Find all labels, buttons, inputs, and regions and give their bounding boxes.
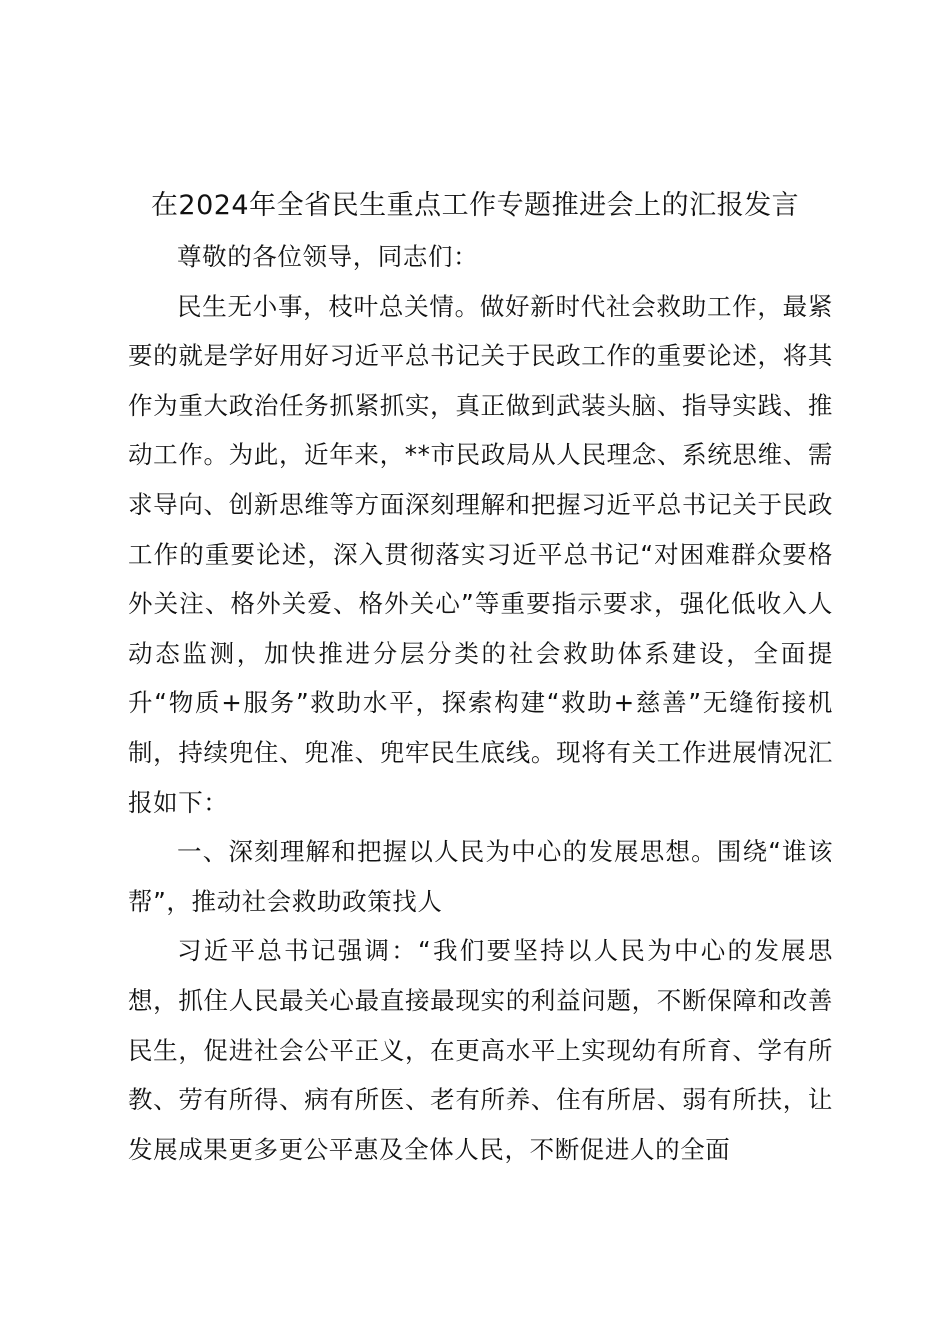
- paragraph-intro: 民生无小事，枝叶总关情。做好新时代社会救助工作，最紧要的就是学好用好习近平总书记关于民政工作的重要论述，将其作为重大政治任务抓紧抓实，真正做到武装头脑、指导实践、推动工作。为此，近年来，**市民政局从人民理念、系统思维、需求导向、创新思维等方面深刻理解和把握习近平总书记关于民政工作的重要论述，深入贯彻落实习近平总书记“对困难群众要格外关注、格外关爱、格外关心”等重要指示要求，强化低收入人动态监测，加快推进分层分类的社会救助体系建设，全面提升“物质+服务”救助水平，探索构建“救助+慈善”无缝衔接机制，持续兜住、兜准、兜牢民生底线。现将有关工作进展情况汇报如下：: [128, 291, 833, 817]
- section-heading-1: 一、深刻理解和把握以人民为中心的发展思想。围绕“谁该帮”，推动社会救助政策找人: [128, 837, 833, 916]
- document-title: 在2024年全省民生重点工作专题推进会上的汇报发言: [150, 190, 800, 221]
- paragraph-section-1: 习近平总书记强调：“我们要坚持以人民为中心的发展思想，抓住人民最关心最直接最现实的利益问题，不断保障和改善民生，促进社会公平正义，在更高水平上实现幼有所育、学有所教、劳有所得、病有所医、老有所养、住有所居、弱有所扶，让发展成果更多更公平惠及全体人民，不断促进人的全面: [128, 936, 833, 1164]
- salutation: 尊敬的各位领导，同志们：: [177, 242, 479, 271]
- document-body: [128, 232, 833, 1174]
